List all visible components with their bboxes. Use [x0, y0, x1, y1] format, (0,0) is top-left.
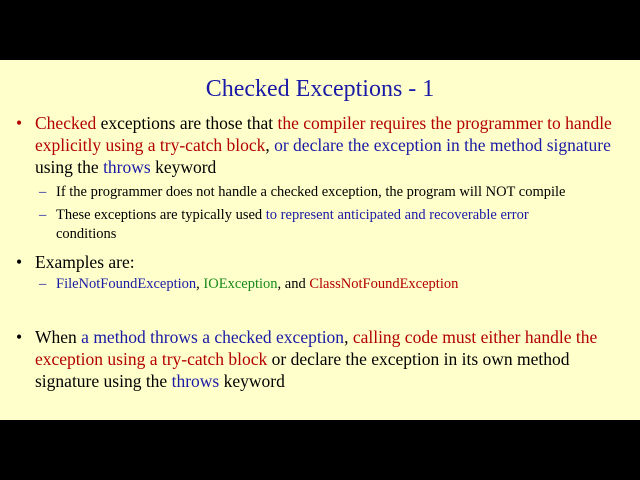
- sub-bullet-example-list: [16, 275, 622, 294]
- text-plain: exceptions are those that: [96, 113, 278, 133]
- text-plain: These exceptions are typically used: [56, 207, 266, 223]
- text-throws: throws: [171, 371, 220, 391]
- text-compiler-requires: the compiler requires the programmer to handle explicitly using a try-catch block: [35, 113, 612, 155]
- sub-bullet-anticipated: [16, 206, 622, 244]
- text-ioexception: IOException: [203, 276, 278, 292]
- text-plain: If the programmer does not handle a checked exception, the program will NOT compile: [56, 184, 566, 200]
- bullet-text: [16, 251, 622, 273]
- slide-title: Checked Exceptions - 1: [205, 76, 435, 102]
- text-plain: keyword: [219, 371, 285, 391]
- slide: [0, 60, 640, 420]
- bullet-text: [16, 112, 622, 178]
- bullet-checked-definition: [16, 112, 622, 178]
- text-calling-code: calling code must either handle the exception using a try-catch block: [35, 327, 598, 369]
- text-plain: or declare the exception in its own method signature using the: [35, 349, 570, 391]
- bullet-calling-code: [16, 326, 622, 392]
- bullet-icon: •: [16, 252, 23, 272]
- bullet-examples: [16, 251, 622, 273]
- dash-icon: –: [39, 276, 47, 292]
- text-checked: Checked: [35, 113, 97, 133]
- text-plain: When: [35, 327, 82, 347]
- text-declare-exception: or declare the exception in the method signature: [274, 135, 611, 155]
- text-examples: Examples are:: [35, 252, 135, 272]
- sub-bullet-text: [16, 275, 622, 294]
- text-recoverable: to represent anticipated and recoverable error: [265, 207, 529, 223]
- dash-icon: –: [39, 184, 47, 200]
- text-classnotfound: ClassNotFoundException: [309, 276, 459, 292]
- text-plain: conditions: [56, 226, 117, 242]
- text-plain: using the: [35, 157, 104, 177]
- sub-bullet-text: [16, 183, 622, 202]
- bullet-icon: •: [16, 113, 23, 133]
- text-plain: ,: [196, 276, 204, 292]
- text-method-throws: a method throws a checked exception: [81, 327, 345, 347]
- bullet-icon: •: [16, 327, 23, 347]
- text-plain: ,: [265, 135, 275, 155]
- text-plain: ,: [344, 327, 353, 347]
- text-plain: , and: [277, 276, 310, 292]
- text-plain: keyword: [150, 157, 217, 177]
- bullet-text: [16, 326, 622, 392]
- text-throws: throws: [103, 157, 151, 177]
- text-filenotfound: FileNotFoundException: [56, 276, 197, 292]
- sub-bullet-not-compile: [16, 183, 622, 202]
- sub-bullet-text: [16, 206, 622, 244]
- dash-icon: –: [39, 207, 47, 223]
